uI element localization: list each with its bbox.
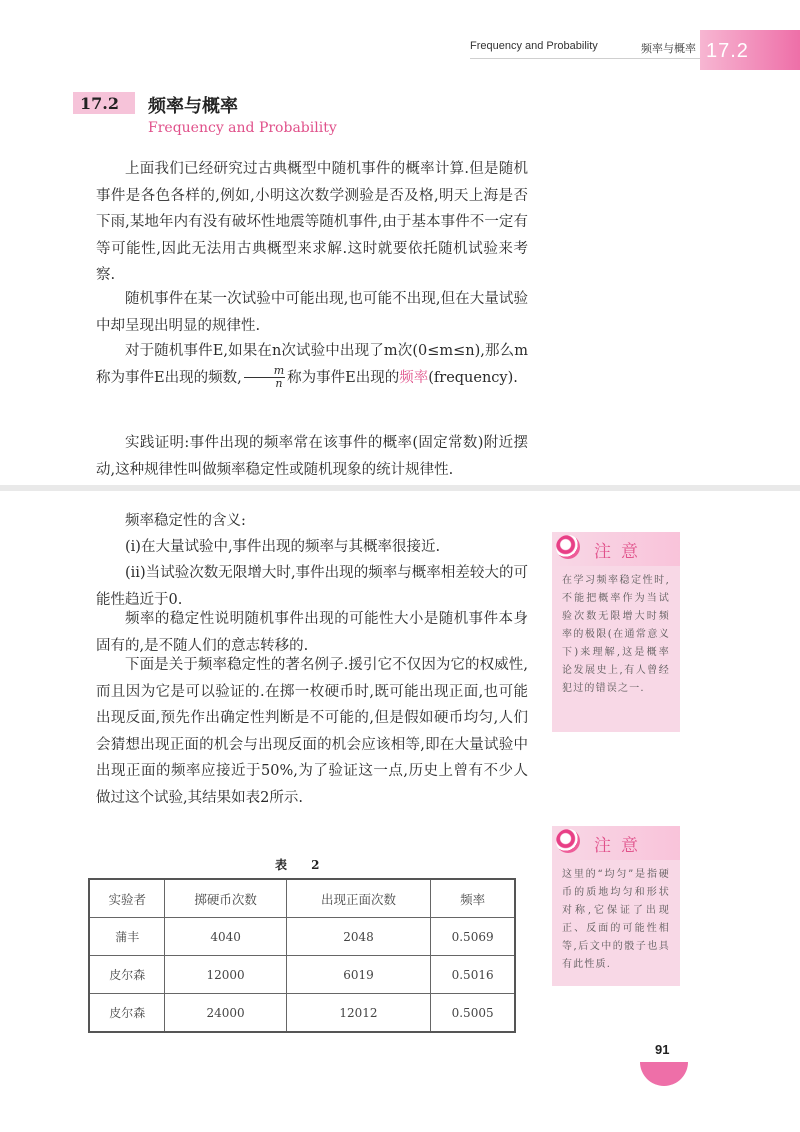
section-title: 频率与概率	[148, 96, 238, 117]
column-header-tosses: 掷硬币次数	[165, 879, 286, 918]
note-text-2: 这里的“均匀”是指硬币的质地均匀和形状对称,它保证了出现正、反面的可能性相等,后文中的骰子也具有此性质.	[562, 869, 670, 970]
table-cell-frequency: 0.5016	[431, 956, 515, 994]
paragraph-intro: 上面我们已经研究过古典概型中随机事件的概率计算.但是随机事件是各色各样的,例如,小明这次数学测验是否及格,明天上海是否下雨,某地年内有没有破坏性地震等随机事件,由于基本事件不一定有等可能性,因此无法用古典概型来求解.这时就要依托随机试验来考察.	[96, 161, 528, 283]
table-cell-experimenter: 皮尔森	[89, 994, 165, 1033]
table-cell-frequency: 0.5005	[431, 994, 515, 1033]
note-target-icon	[556, 829, 580, 853]
note-title-1: 注意	[594, 542, 648, 562]
scan-artifact-band	[0, 485, 800, 491]
paragraph-coin-example: 下面是关于频率稳定性的著名例子.援引它不仅因为它的权威性,而且因为它是可以验证的.在掷一枚硬币时,既可能出现正面,也可能出现反面,预先作出确定性判断是不可能的,但是假如硬币均匀,人们会猜想出现正面的机会与出现反面的机会应该相等,即在大量试验中出现正面的频率应接近于50%,为了验证这一点,历史上曾有不少人做过这个试验,其结果如表2所示.	[96, 657, 528, 806]
definition-text-start: 对于随机事件E,如果在n次试验中出现了m次(0≤m≤n),那么m称为事件E出现的频数,	[96, 343, 528, 386]
table-header-row	[89, 879, 515, 918]
table-cell-tosses: 12000	[165, 956, 286, 994]
fraction-m-over-n	[244, 365, 285, 390]
note-title-2: 注意	[594, 836, 648, 856]
table-row	[89, 918, 515, 956]
note-box-1	[552, 532, 680, 732]
note-box-2	[552, 826, 680, 986]
column-header-frequency: 频率	[431, 879, 515, 918]
section-subtitle: Frequency and Probability	[148, 120, 337, 136]
table-cell-heads: 12012	[286, 994, 430, 1033]
coin-toss-table	[88, 878, 516, 1033]
fraction-denominator: n	[275, 377, 283, 390]
paragraph-stability: 频率的稳定性说明随机事件出现的可能性大小是随机事件本身固有的,是不随人们的意志转移的.	[96, 611, 528, 654]
paragraph-frequency-definition	[96, 338, 528, 391]
note-header-2	[552, 826, 680, 860]
paragraph-regularity: 随机事件在某一次试验中可能出现,也可能不出现,但在大量试验中却呈现出明显的规律性.	[96, 291, 528, 334]
paragraph-meaning-i: (ⅰ)在大量试验中,事件出现的频率与其概率很接近.	[125, 539, 441, 555]
table-cell-heads: 2048	[286, 918, 430, 956]
definition-text-end: (frequency).	[428, 369, 518, 386]
note-header-1	[552, 532, 680, 566]
header-english-title: Frequency and Probability	[470, 40, 598, 52]
paragraph-meaning-ii: (ⅱ)当试验次数无限增大时,事件出现的频率与概率相差较大的可能性趋近于0.	[96, 565, 528, 608]
table-caption: 表 2	[275, 858, 330, 872]
section-number: 17.2	[80, 94, 119, 113]
table-row	[89, 956, 515, 994]
table-cell-tosses: 24000	[165, 994, 286, 1033]
table-cell-tosses: 4040	[165, 918, 286, 956]
table-row	[89, 994, 515, 1033]
note-text-1: 在学习频率稳定性时,不能把概率作为当试验次数无限增大时频率的极限(在通常意义下)来理解,这是概率论发展史上,有人曾经犯过的错误之一.	[562, 575, 670, 694]
table-cell-experimenter: 皮尔森	[89, 956, 165, 994]
table-cell-heads: 6019	[286, 956, 430, 994]
paragraph-meaning-heading: 频率稳定性的含义:	[125, 513, 246, 529]
note-target-icon	[556, 535, 580, 559]
page-number: 91	[655, 1042, 670, 1057]
term-frequency: 频率	[399, 369, 429, 386]
column-header-heads: 出现正面次数	[286, 879, 430, 918]
definition-text-mid: 称为事件E出现的	[287, 369, 400, 386]
table-cell-frequency: 0.5069	[431, 918, 515, 956]
page-number-tab	[640, 1062, 688, 1086]
header-chinese-title: 频率与概率	[641, 42, 696, 55]
table-cell-experimenter: 蒲丰	[89, 918, 165, 956]
fraction-numerator: m	[244, 365, 285, 378]
paragraph-practice: 实践证明:事件出现的频率常在该事件的概率(固定常数)附近摆动,这种规律性叫做频率稳定性或随机现象的统计规律性.	[96, 435, 528, 478]
header-section-number: 17.2	[706, 40, 749, 62]
column-header-experimenter: 实验者	[89, 879, 165, 918]
